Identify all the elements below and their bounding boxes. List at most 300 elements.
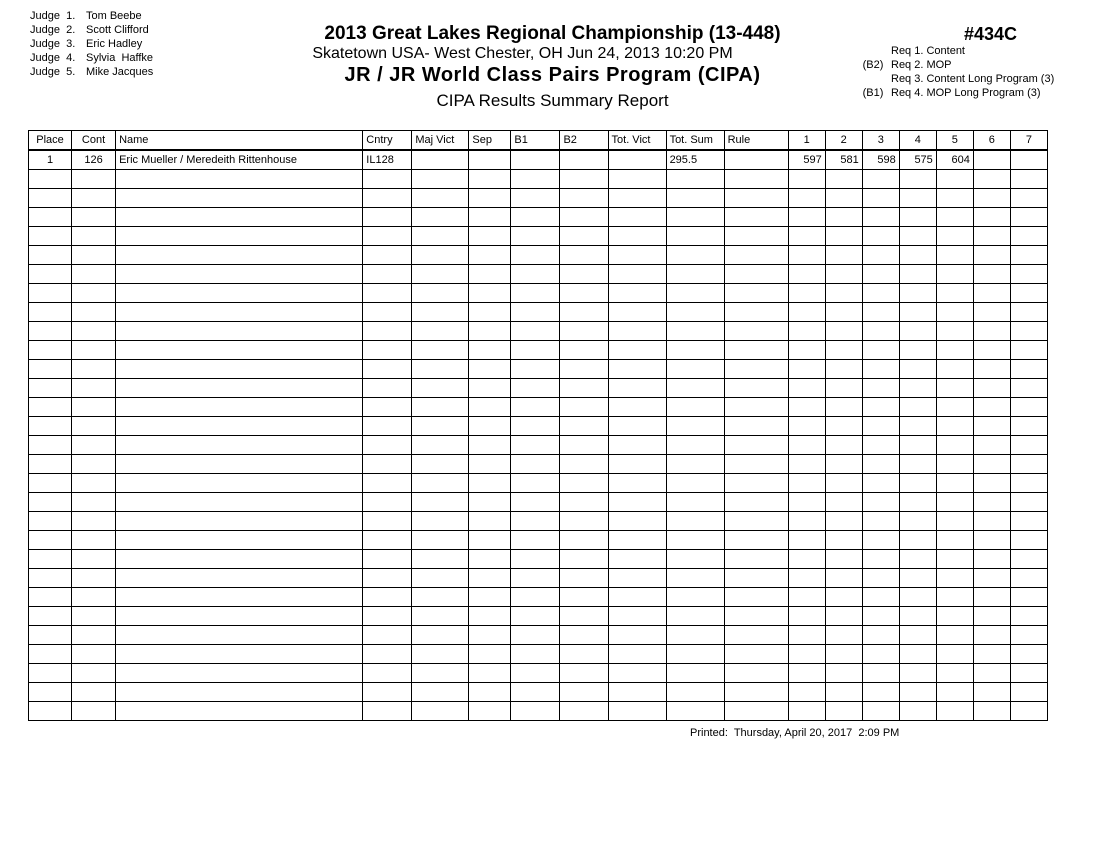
table-cell [560,702,608,721]
table-cell [862,322,899,341]
table-cell [899,664,936,683]
table-cell [116,341,363,360]
table-cell [788,702,825,721]
table-cell [608,531,666,550]
table-cell [724,341,788,360]
table-cell [862,550,899,569]
table-cell [363,493,412,512]
table-cell [412,303,469,322]
table-cell [560,512,608,531]
table-cell [1010,702,1047,721]
table-cell [72,227,116,246]
table-cell [936,265,973,284]
table-cell [899,436,936,455]
table-cell [1010,417,1047,436]
table-cell [469,398,511,417]
table-cell [825,265,862,284]
table-cell [116,227,363,246]
table-cell [1010,341,1047,360]
table-cell [724,645,788,664]
table-cell [1010,379,1047,398]
table-cell [560,626,608,645]
table-row [29,227,1048,246]
table-cell [511,303,560,322]
table-cell [666,436,724,455]
table-cell [29,341,72,360]
table-cell [862,379,899,398]
table-cell [72,531,116,550]
table-cell [29,417,72,436]
table-cell [862,189,899,208]
table-cell [560,322,608,341]
table-cell [560,341,608,360]
table-cell [666,341,724,360]
table-cell [469,512,511,531]
table-cell [363,170,412,189]
table-cell [936,284,973,303]
table-cell [724,189,788,208]
table-cell [29,227,72,246]
table-row [29,550,1048,569]
column-header: Tot. Sum [666,131,724,151]
table-cell [825,379,862,398]
printed-timestamp: Printed: Thursday, April 20, 2017 2:09 PM [690,727,900,739]
table-row [29,702,1048,721]
table-cell [899,607,936,626]
table-cell [560,379,608,398]
table-cell [29,303,72,322]
table-cell [412,588,469,607]
table-cell [973,512,1010,531]
table-cell [116,360,363,379]
table-cell [116,322,363,341]
table-cell [116,379,363,398]
table-cell [973,284,1010,303]
table-cell [1010,607,1047,626]
table-cell [936,322,973,341]
table-cell [29,379,72,398]
table-cell [511,626,560,645]
table-cell [469,189,511,208]
table-cell [666,493,724,512]
table-cell [724,417,788,436]
table-cell [412,645,469,664]
table-cell [899,455,936,474]
table-cell [469,531,511,550]
table-cell [899,531,936,550]
table-cell [412,150,469,170]
table-cell [116,208,363,227]
table-cell [608,569,666,588]
table-cell [72,512,116,531]
table-cell [116,265,363,284]
table-cell [973,360,1010,379]
table-cell [724,265,788,284]
column-header: Sep [469,131,511,151]
table-cell [511,150,560,170]
table-cell [899,379,936,398]
table-cell [469,626,511,645]
table-cell [788,303,825,322]
table-row [29,588,1048,607]
table-cell [825,588,862,607]
table-cell [825,550,862,569]
judge-name: Mike Jacques [86,66,154,78]
table-cell [363,379,412,398]
table-cell [72,246,116,265]
table-cell [936,417,973,436]
table-cell [511,645,560,664]
report-title: CIPA Results Summary Report [436,91,669,110]
table-cell [825,284,862,303]
table-cell [412,341,469,360]
table-cell [29,626,72,645]
table-cell [788,683,825,702]
table-cell [116,303,363,322]
table-cell [608,284,666,303]
table-cell [936,531,973,550]
table-cell [724,664,788,683]
table-cell [116,170,363,189]
table-cell [862,227,899,246]
table-cell [973,588,1010,607]
table-cell [412,436,469,455]
table-cell [724,170,788,189]
table-cell [825,417,862,436]
table-cell [862,588,899,607]
table-cell [862,398,899,417]
table-row [29,607,1048,626]
table-cell [724,474,788,493]
table-row [29,265,1048,284]
table-cell [72,360,116,379]
column-header: Place [29,131,72,151]
table-cell [899,493,936,512]
table-cell [412,322,469,341]
table-cell [608,455,666,474]
table-row [29,322,1048,341]
table-cell [469,170,511,189]
table-cell [560,436,608,455]
table-cell [724,208,788,227]
table-cell [973,170,1010,189]
table-row [29,189,1048,208]
table-cell [862,664,899,683]
table-cell [560,493,608,512]
table-cell [973,150,1010,170]
table-row [29,455,1048,474]
table-cell [560,360,608,379]
table-cell [862,531,899,550]
table-cell [936,569,973,588]
table-cell [363,664,412,683]
table-cell [72,664,116,683]
table-cell [363,284,412,303]
table-cell [72,607,116,626]
judge-row [30,65,153,79]
table-cell [724,607,788,626]
table-cell [116,626,363,645]
table-cell [72,417,116,436]
table-cell [825,341,862,360]
table-cell [666,607,724,626]
table-cell [116,550,363,569]
table-header-row [29,131,1048,151]
table-cell [116,569,363,588]
table-cell [116,588,363,607]
table-cell [608,360,666,379]
table-cell [608,398,666,417]
table-cell [724,702,788,721]
table-cell [412,550,469,569]
table-cell [116,398,363,417]
table-cell [608,265,666,284]
table-cell [363,398,412,417]
table-cell [899,341,936,360]
table-cell [973,531,1010,550]
table-cell [788,360,825,379]
table-cell [116,664,363,683]
table-row [29,569,1048,588]
table-cell [72,550,116,569]
table-cell [1010,550,1047,569]
table-cell [862,246,899,265]
table-cell [511,436,560,455]
table-cell [973,474,1010,493]
table-cell [72,474,116,493]
table-cell [72,170,116,189]
table-cell [666,569,724,588]
table-cell [363,607,412,626]
judge-row [30,51,153,65]
column-header: Name [116,131,363,151]
table-cell [412,227,469,246]
column-header: Cont [72,131,116,151]
table-cell [724,398,788,417]
table-cell [29,569,72,588]
table-row [29,474,1048,493]
table-cell [788,512,825,531]
table-cell [72,569,116,588]
table-cell [560,588,608,607]
table-cell [973,379,1010,398]
table-cell [825,455,862,474]
table-cell [936,379,973,398]
table-row [29,246,1048,265]
table-cell [469,474,511,493]
table-cell [1010,436,1047,455]
table-cell [29,284,72,303]
table-cell [666,645,724,664]
table-cell [899,645,936,664]
table-cell [363,550,412,569]
column-header: Maj Vict [412,131,469,151]
table-cell [936,303,973,322]
table-cell [788,265,825,284]
table-cell [825,208,862,227]
table-cell [936,474,973,493]
requirement-text: Req 1. Content [891,45,965,57]
results-table [28,130,1048,721]
table-cell [72,588,116,607]
judge-name: Eric Hadley [86,38,143,50]
table-cell [825,512,862,531]
table-cell [29,360,72,379]
table-cell [469,664,511,683]
judge-row [30,9,153,23]
table-cell [72,702,116,721]
table-cell [511,417,560,436]
table-cell [72,322,116,341]
table-cell [936,588,973,607]
table-cell [666,265,724,284]
competition-title: 2013 Great Lakes Regional Championship (13-448) [324,23,781,44]
table-cell [666,531,724,550]
table-cell [469,227,511,246]
table-cell [72,208,116,227]
table-cell [666,702,724,721]
table-cell [666,512,724,531]
table-cell [973,417,1010,436]
table-cell [899,626,936,645]
table-cell [973,683,1010,702]
table-cell [608,550,666,569]
table-cell [788,246,825,265]
table-cell [363,683,412,702]
table-cell [724,531,788,550]
table-cell [29,607,72,626]
table-cell [973,341,1010,360]
table-cell [608,683,666,702]
table-cell [1010,512,1047,531]
table-cell [412,493,469,512]
table-cell [862,569,899,588]
table-cell [469,150,511,170]
table-cell [1010,360,1047,379]
table-cell [899,360,936,379]
table-cell [1010,322,1047,341]
table-cell [936,702,973,721]
table-cell [666,303,724,322]
table-cell [788,531,825,550]
table-cell [825,664,862,683]
table-cell [608,588,666,607]
table-cell [899,569,936,588]
table-cell [511,702,560,721]
table-cell [72,455,116,474]
table-cell [412,702,469,721]
table-cell [363,455,412,474]
table-cell [936,683,973,702]
table-cell [825,303,862,322]
table-cell [363,360,412,379]
table-cell [363,474,412,493]
table-cell [560,303,608,322]
table-cell [862,341,899,360]
table-cell [412,417,469,436]
table-cell: 126 [72,150,116,170]
table-row [29,417,1048,436]
column-header: 3 [862,131,899,151]
table-cell [936,664,973,683]
table-cell [29,683,72,702]
judge-number: Judge 5. [30,66,76,78]
table-cell [825,189,862,208]
table-cell [469,208,511,227]
table-cell [1010,265,1047,284]
table-cell [1010,455,1047,474]
table-cell [1010,303,1047,322]
table-cell [1010,208,1047,227]
table-cell [608,341,666,360]
table-cell [608,303,666,322]
table-cell [788,474,825,493]
table-cell [724,303,788,322]
requirement-row [855,72,1054,86]
table-cell [936,208,973,227]
table-cell [788,436,825,455]
table-cell [72,379,116,398]
table-cell [560,208,608,227]
table-cell [29,398,72,417]
table-cell [666,284,724,303]
table-cell [666,189,724,208]
table-cell [666,626,724,645]
judge-number: Judge 4. [30,52,76,64]
table-cell: 575 [899,150,936,170]
table-cell [666,588,724,607]
table-cell [29,493,72,512]
column-header: 5 [936,131,973,151]
table-cell: 598 [862,150,899,170]
table-cell [899,208,936,227]
table-cell [724,227,788,246]
table-row [29,360,1048,379]
table-cell [608,322,666,341]
table-cell [724,512,788,531]
table-cell [560,265,608,284]
table-cell [936,645,973,664]
table-cell [511,246,560,265]
table-cell [1010,683,1047,702]
table-cell [29,265,72,284]
table-cell [936,436,973,455]
table-cell [1010,626,1047,645]
column-header: 1 [788,131,825,151]
table-cell [973,398,1010,417]
table-cell [899,474,936,493]
table-cell [469,322,511,341]
table-cell [511,265,560,284]
table-cell [899,284,936,303]
table-cell [899,398,936,417]
table-cell [72,265,116,284]
table-cell [363,531,412,550]
table-cell [560,417,608,436]
table-cell: Eric Mueller / Meredeith Rittenhouse [116,150,363,170]
column-header: Cntry [363,131,412,151]
table-cell [363,626,412,645]
table-cell [469,645,511,664]
table-cell [899,512,936,531]
table-cell [116,284,363,303]
table-cell [666,227,724,246]
table-cell [560,246,608,265]
table-cell [412,208,469,227]
table-cell [788,645,825,664]
table-cell [29,189,72,208]
table-cell [469,379,511,398]
